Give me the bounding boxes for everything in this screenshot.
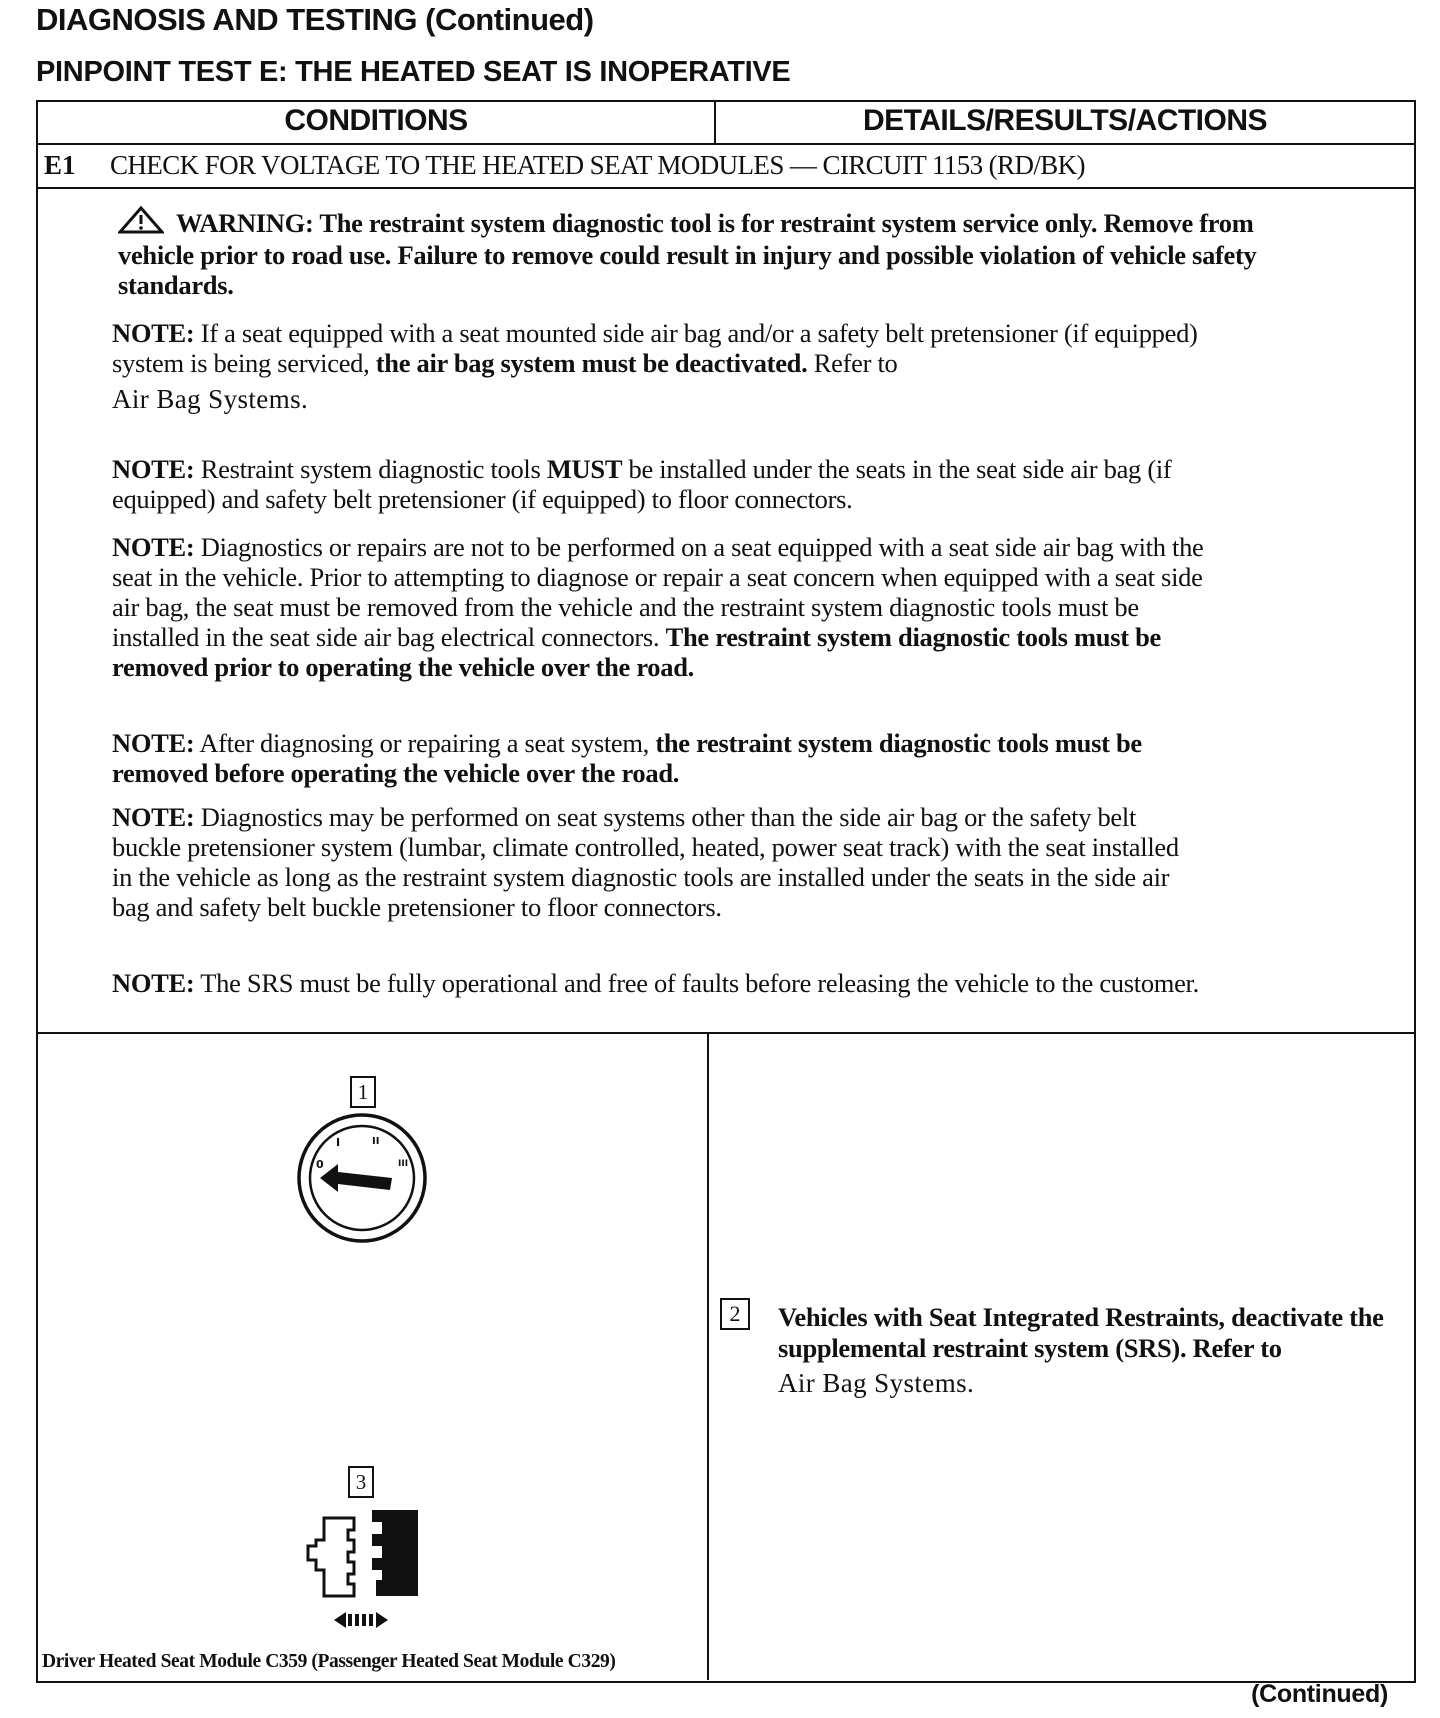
header-divider bbox=[36, 143, 1416, 145]
note-text: If a seat equipped with a seat mounted side air bag and/or a safety belt pretensioner (if equipped) system is being serviced, bbox=[112, 318, 1198, 378]
note-bold-text: the air bag system must be deactivated. bbox=[375, 348, 808, 378]
action-text: Vehicles with Seat Integrated Restraints, deactivate the supplemental restraint system (SRS). Refer to bbox=[778, 1302, 1384, 1363]
figure-caption: Driver Heated Seat Module C359 (Passenger Heated Seat Module C329) bbox=[42, 1651, 616, 1672]
note-text: Restraint system diagnostic tools bbox=[200, 454, 541, 484]
note-label: NOTE: bbox=[112, 318, 195, 348]
action-reference-link: Air Bag Systems. bbox=[778, 1368, 975, 1398]
note-bold-text: MUST bbox=[546, 454, 623, 484]
warning-text: The restraint system diagnostic tool is for restraint system service only. Remove from vehicle prior to road use. Failure to remove could result in injury and possible violation of vehicle safety standards. bbox=[118, 208, 1257, 300]
page-title: DIAGNOSIS AND TESTING (Continued) bbox=[36, 2, 594, 37]
note-label: NOTE: bbox=[112, 802, 195, 832]
note-2 bbox=[112, 454, 1192, 514]
note-label: NOTE: bbox=[112, 968, 195, 998]
step-title: CHECK FOR VOLTAGE TO THE HEATED SEAT MODULES — CIRCUIT 1153 (RD/BK) bbox=[110, 150, 1085, 180]
notes-divider bbox=[36, 1032, 1416, 1034]
warning-triangle-icon bbox=[118, 206, 164, 240]
note-text: The SRS must be fully operational and free of faults before releasing the vehicle to the customer. bbox=[200, 968, 1199, 998]
column-header-details: DETAILS/RESULTS/ACTIONS bbox=[862, 104, 1268, 137]
action-step-text bbox=[778, 1302, 1408, 1399]
ignition-mark-1: I bbox=[336, 1136, 341, 1149]
step-id: E1 bbox=[44, 150, 76, 180]
callout-3: 3 bbox=[348, 1466, 374, 1498]
warning-block bbox=[118, 206, 1298, 300]
continued-label: (Continued) bbox=[1251, 1680, 1388, 1708]
connector-disconnect-icon bbox=[292, 1500, 432, 1640]
note-1 bbox=[112, 318, 1212, 414]
note-label: NOTE: bbox=[112, 454, 195, 484]
note-3 bbox=[112, 532, 1212, 682]
note-text: After diagnosing or repairing a seat system, bbox=[199, 728, 649, 758]
action-step-number: 2 bbox=[720, 1298, 750, 1330]
note-label: NOTE: bbox=[112, 532, 195, 562]
note-6 bbox=[112, 968, 1222, 998]
note-reference-link: Air Bag Systems. bbox=[112, 384, 309, 414]
note-text: Diagnostics may be performed on seat systems other than the side air bag or the safety belt buckle pretensioner system (lumbar, climate controlled, heated, power seat track) with the seat installed in the vehicle as long as the restraint system diagnostic tools are installed under the seats in the side air bag and safety belt buckle pretensioner to floor connectors. bbox=[112, 802, 1179, 922]
ignition-mark-3: III bbox=[398, 1159, 409, 1169]
step-title-divider bbox=[36, 187, 1416, 189]
warning-label: WARNING: bbox=[176, 208, 314, 238]
note-bold-text: the restraint system diagnostic tools must be removed before operating the vehicle over the road. bbox=[112, 728, 1142, 788]
ignition-switch-icon bbox=[292, 1108, 432, 1248]
pinpoint-test-title: PINPOINT TEST E: THE HEATED SEAT IS INOPERATIVE bbox=[36, 56, 791, 88]
note-text: Diagnostics or repairs are not to be performed on a seat equipped with a seat side air bag with the seat in the vehicle. Prior to attempting to diagnose or repair a seat concern when equipped with a seat side air bag, the seat must be removed from the vehicle and the restraint system diagnostic tools must be installed in the seat side air bag electrical connectors. bbox=[112, 532, 1204, 652]
note-4 bbox=[112, 728, 1232, 788]
note-5 bbox=[112, 802, 1202, 922]
note-label: NOTE: bbox=[112, 728, 195, 758]
body-column-divider bbox=[707, 1032, 709, 1680]
column-header-conditions: CONDITIONS bbox=[284, 104, 468, 137]
note-text: be installed under the seats in the seat side air bag (if equipped) and safety belt pretensioner (if equipped) to floor connectors. bbox=[112, 454, 1172, 514]
ignition-mark-0: 0 bbox=[316, 1158, 324, 1171]
note-bold-text: The restraint system diagnostic tools must be removed prior to operating the vehicle over the road. bbox=[112, 622, 1161, 682]
note-text: Refer to bbox=[813, 348, 898, 378]
ignition-mark-2: II bbox=[372, 1136, 380, 1147]
callout-1: 1 bbox=[350, 1076, 376, 1108]
